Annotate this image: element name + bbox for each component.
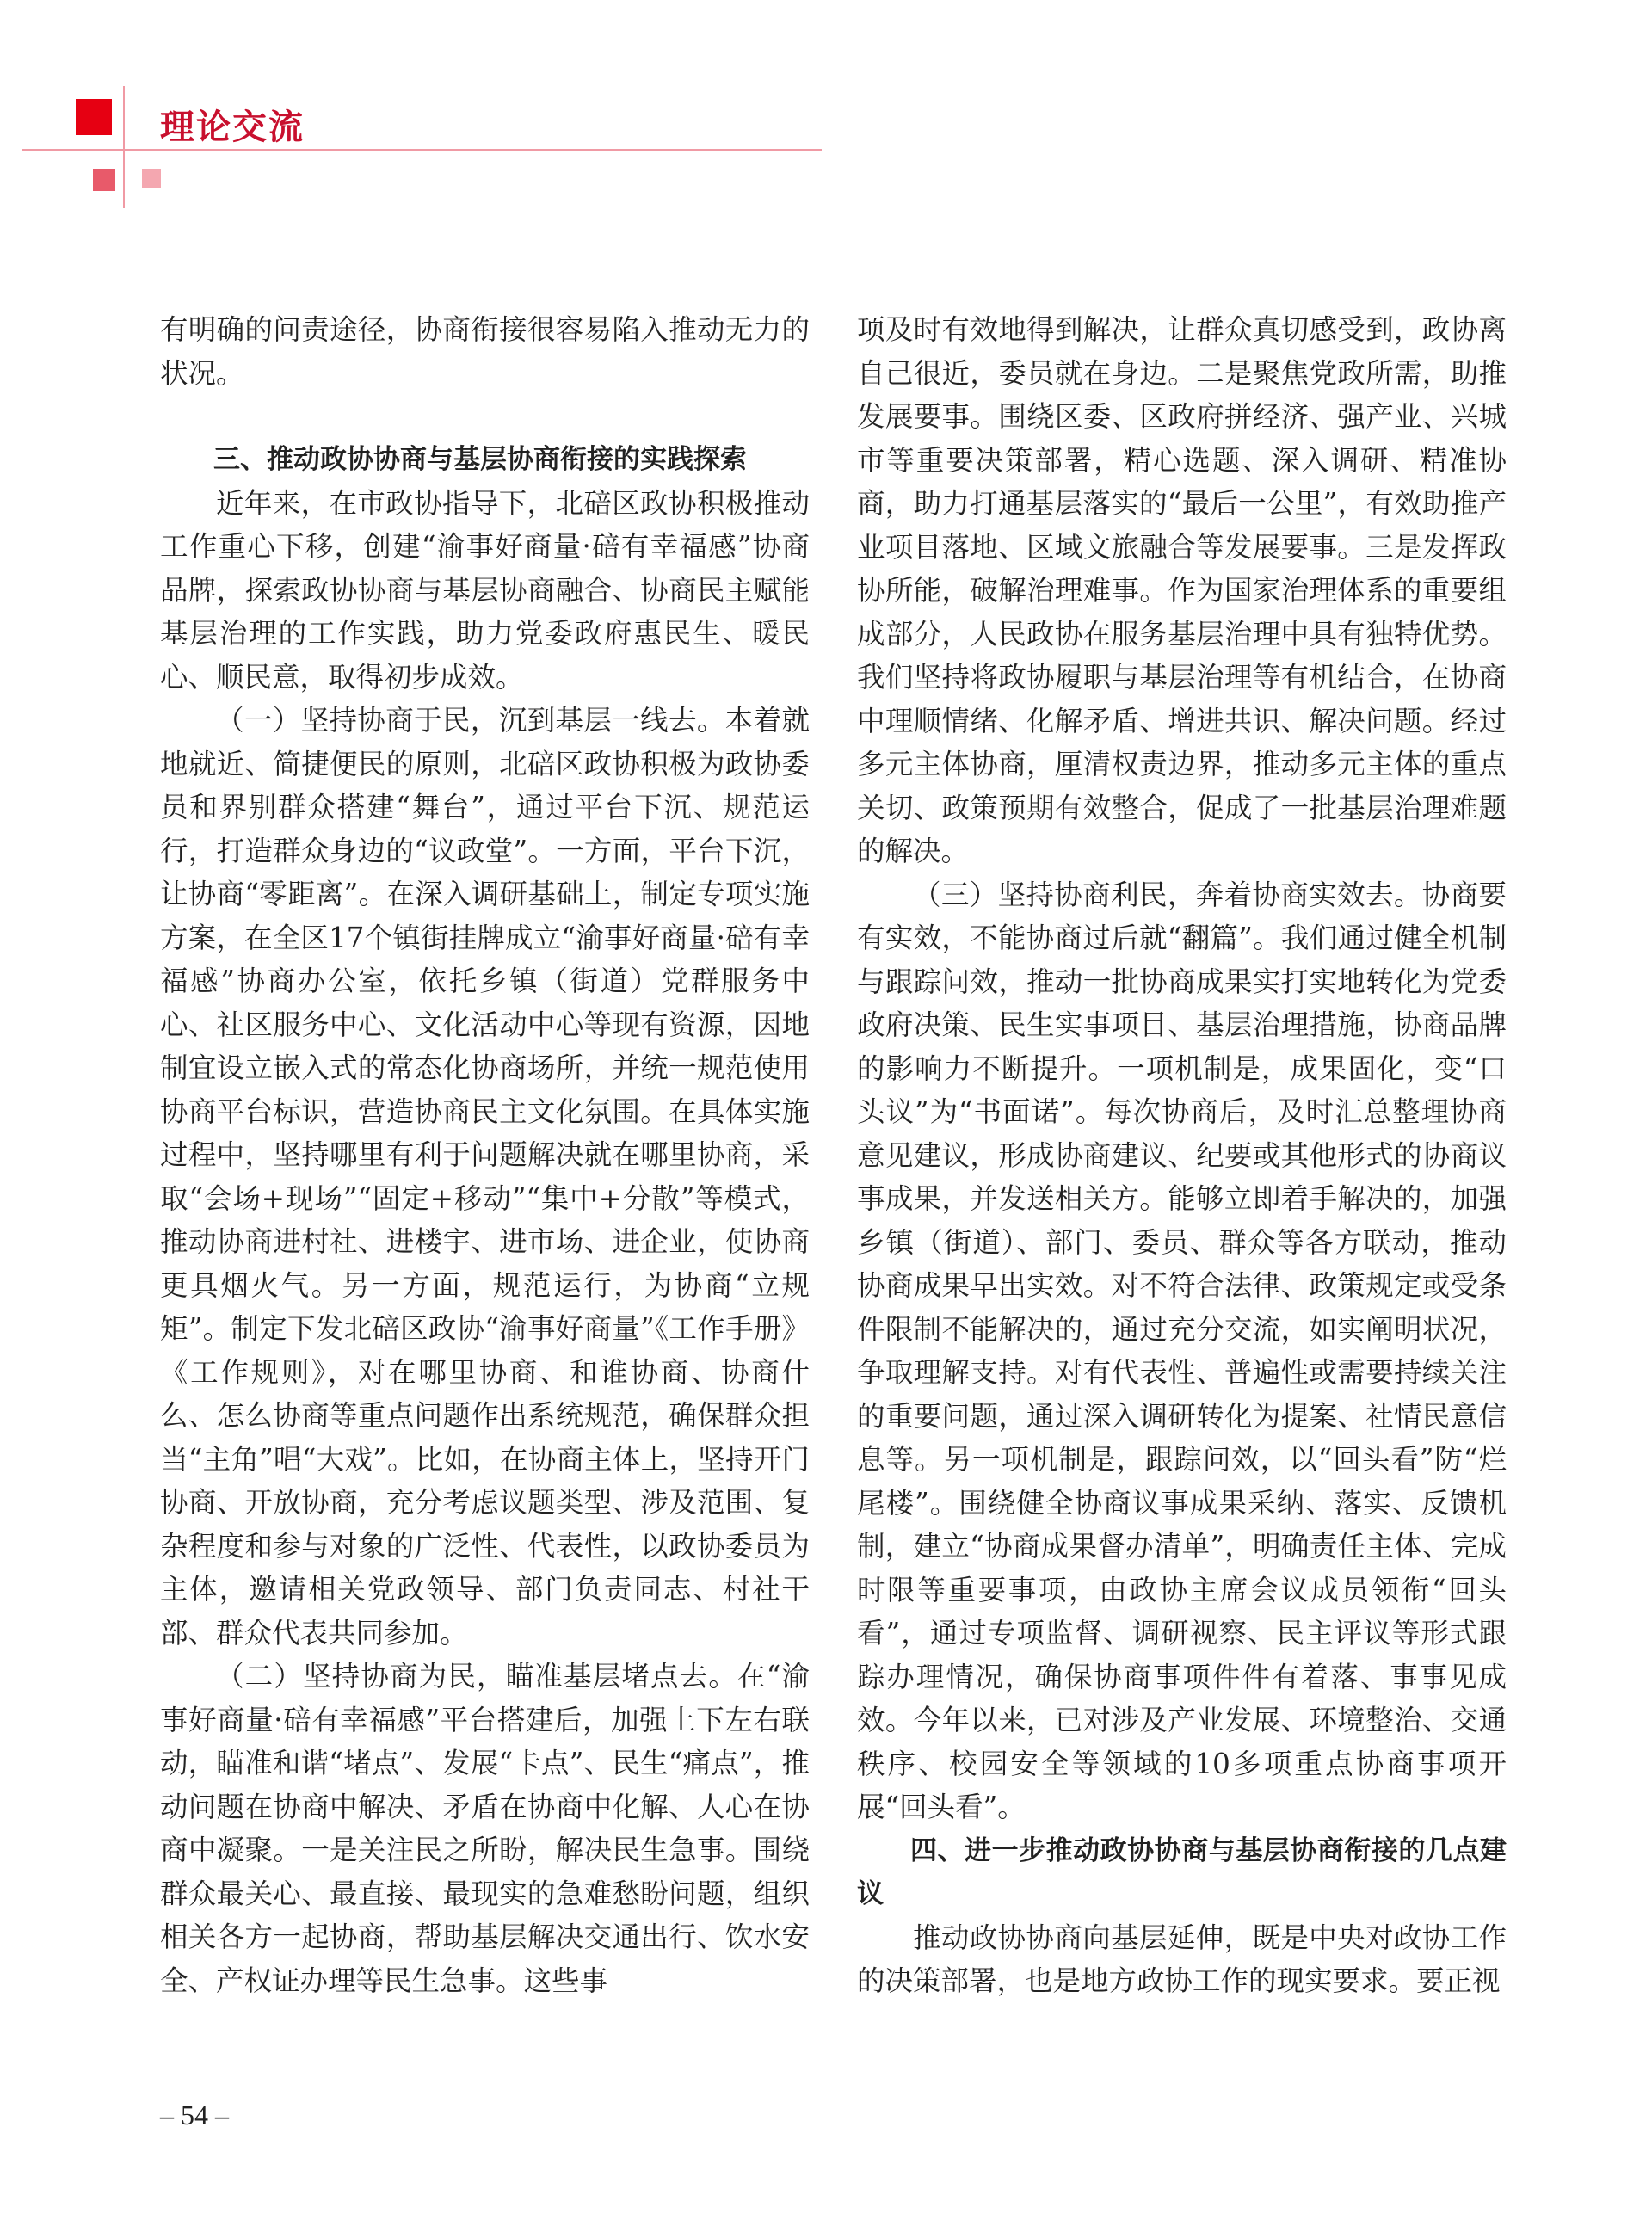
paragraph: 近年来，在市政协指导下，北碚区政协积极推动工作重心下移，创建“渝事好商量·碚有幸福感”协商品牌，探索政协协商与基层协商融合、协商民主赋能基层治理的工作实践，助力党委政府惠民生、暖民心、顺民意，取得初步成效。 (160, 486, 810, 694)
section-heading-3: 三、推动政协协商与基层协商衔接的实践探索 (213, 444, 747, 475)
paragraph: 有明确的问责途径，协商衔接很容易陷入推动无力的状况。 (160, 313, 810, 390)
section-heading-4: 四、进一步推动政协协商与基层协商衔接的几点建议 (857, 1834, 1507, 1909)
page-number: – 54 – (160, 2100, 229, 2130)
section-title: 理论交流 (160, 108, 305, 147)
header-small-square-light (142, 169, 161, 188)
paragraph: （一）坚持协商于民，沉到基层一线去。本着就地就近、简捷便民的原则，北碚区政协积极为政协委员和界别群众搭建“舞台”，通过平台下沉、规范运行，打造群众身边的“议政堂”。一方面，平台下沉，让协商“零距离”。在深入调研基础上，制定专项实施方案，在全区17个镇街挂牌成立“渝事好商量·碚有幸福感”协商办公室，依托乡镇（街道）党群服务中心、社区服务中心、文化活动中心等现有资源，因地制宜设立嵌入式的常态化协商场所，并统一规范使用协商平台标识，营造协商民主文化氛围。在具体实施过程中，坚持哪里有利于问题解决就在哪里协商，采取“会场+现场”“固定+移动”“集中+分散”等模式，推动协商进村社、进楼宇、进市场、进企业，使协商更具烟火气。另一方面，规范运行，为协商“立规矩”。制定下发北碚区政协“渝事好商量”《工作手册》《工作规则》，对在哪里协商、和谁协商、协商什么、怎么协商等重点问题作出系统规范，确保群众担当“主角”唱“大戏”。比如，在协商主体上，坚持开门协商、开放协商，充分考虑议题类型、涉及范围、复杂程度和参与对象的广泛性、代表性，以政协委员为主体，邀请相关党政领导、部门负责同志、村社干部、群众代表共同参加。 (160, 704, 810, 1649)
header-small-square (93, 169, 115, 191)
header-horizontal-rule (22, 149, 822, 151)
paragraph: （三）坚持协商利民，奔着协商实效去。协商要有实效，不能协商过后就“翻篇”。我们通过健全机制与跟踪问效，推动一批协商成果实打实地转化为党委政府决策、民生实事项目、基层治理措施，协商品牌的影响力不断提升。一项机制是，成果固化，变“口头议”为“书面诺”。每次协商后，及时汇总整理协商意见建议，形成协商建议、纪要或其他形式的协商议事成果，并发送相关方。能够立即着手解决的，加强乡镇（街道）、部门、委员、群众等各方联动，推动协商成果早出实效。对不符合法律、政策规定或受条件限制不能解决的，通过充分交流，如实阐明状况，争取理解支持。对有代表性、普遍性或需要持续关注的重要问题，通过深入调研转化为提案、社情民意信息等。另一项机制是，跟踪问效，以“回头看”防“烂尾楼”。围绕健全协商议事成果采纳、落实、反馈机制，建立“协商成果督办清单”，明确责任主体、完成时限等重要事项，由政协主席会议成员领衔“回头看”，通过专项监督、调研视察、民主评议等形式跟踪办理情况，确保协商事项件件有着落、事事见成效。今年以来，已对涉及产业发展、环境整治、交通秩序、校园安全等领域的10多项重点协商事项开展“回头看”。 (857, 878, 1507, 1823)
left-column (160, 308, 810, 2002)
paragraph: 项及时有效地得到解决，让群众真切感受到，政协离自己很近，委员就在身边。二是聚焦党政所需，助推发展要事。围绕区委、区政府拼经济、强产业、兴城市等重要决策部署，精心选题、深入调研、精准协商，助力打通基层落实的“最后一公里”，有效助推产业项目落地、区域文旅融合等发展要事。三是发挥政协所能，破解治理难事。作为国家治理体系的重要组成部分，人民政协在服务基层治理中具有独特优势。我们坚持将政协履职与基层治理等有机结合，在协商中理顺情绪、化解矛盾、增进共识、解决问题。经过多元主体协商，厘清权责边界，推动多元主体的重点关切、政策预期有效整合，促成了一批基层治理难题的解决。 (857, 313, 1507, 867)
paragraph: （二）坚持协商为民，瞄准基层堵点去。在“渝事好商量·碚有幸福感”平台搭建后，加强上下左右联动，瞄准和谐“堵点”、发展“卡点”、民生“痛点”，推动问题在协商中解决、矛盾在协商中化解、人心在协商中凝聚。一是关注民之所盼，解决民生急事。围绕群众最关心、最直接、最现实的急难愁盼问题，组织相关各方一起协商，帮助基层解决交通出行、饮水安全、产权证办理等民生急事。这些事 (160, 1660, 810, 1997)
right-column (857, 308, 1507, 2003)
paragraph: 推动政协协商向基层延伸，既是中央对政协工作的决策部署，也是地方政协工作的现实要求。要正视 (857, 1921, 1507, 1997)
header-red-square (76, 99, 112, 135)
header-vertical-rule (123, 86, 125, 208)
